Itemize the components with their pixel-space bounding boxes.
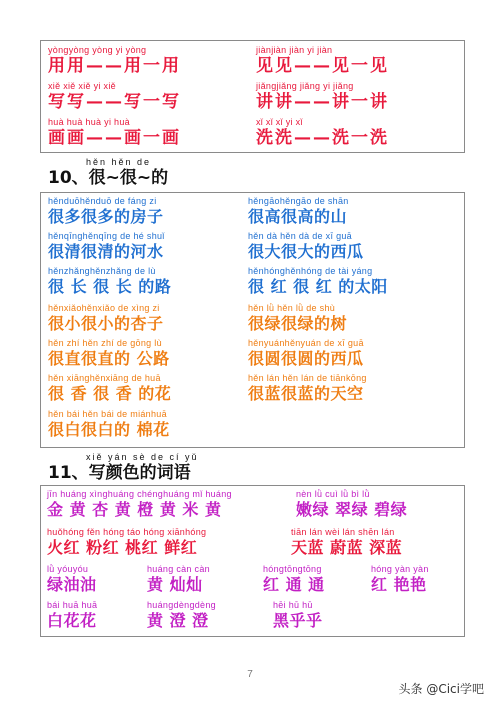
hanzi-phrase: 绿油油 xyxy=(47,575,97,594)
list-item xyxy=(48,45,181,76)
hanzi-phrase: 写写——写一写 xyxy=(48,92,181,112)
pinyin-label: hěngāohěngāo de shān xyxy=(248,196,349,206)
list-item xyxy=(256,81,389,112)
list-item xyxy=(47,489,232,520)
hanzi-phrase: 黑乎乎 xyxy=(273,611,323,630)
hanzi-phrase: 很 长 很 长 的路 xyxy=(48,277,172,296)
hanzi-phrase: 很 红 很 红 的太阳 xyxy=(248,277,388,296)
section-heading-10 xyxy=(48,157,168,188)
hanzi-phrase: 很高很高的山 xyxy=(248,207,348,226)
hanzi-phrase: 很清很清的河水 xyxy=(48,242,164,261)
hanzi-phrase: 很直很直的 公路 xyxy=(48,349,170,368)
list-item xyxy=(48,117,181,148)
list-item xyxy=(48,303,164,334)
phrase-box-repeat xyxy=(40,40,465,153)
list-item xyxy=(371,564,429,595)
hanzi-phrase: 画画——画一画 xyxy=(48,128,181,148)
hanzi-phrase: 很绿很绿的树 xyxy=(248,314,348,333)
list-item xyxy=(48,409,170,440)
pinyin-label: hěnxiǎohěnxiǎo de xìng zi xyxy=(48,303,160,313)
hanzi-phrase: 洗洗——洗一洗 xyxy=(256,128,389,148)
heading-text: 11、写颜色的词语 xyxy=(48,463,191,483)
list-item xyxy=(248,231,364,262)
pinyin-label: jīn huáng xìnghuáng chénghuáng mǐ huáng xyxy=(47,489,232,499)
pinyin-label: hěnduōhěnduō de fáng zi xyxy=(48,196,157,206)
hanzi-phrase: 讲讲——讲一讲 xyxy=(256,92,389,112)
hanzi-phrase: 很大很大的西瓜 xyxy=(248,242,364,261)
hanzi-phrase: 嫩绿 翠绿 碧绿 xyxy=(296,500,408,519)
section-heading-11 xyxy=(48,452,199,483)
hanzi-phrase: 很白很白的 棉花 xyxy=(48,420,170,439)
hanzi-phrase: 金 黄 杏 黄 橙 黄 米 黄 xyxy=(47,500,222,519)
hanzi-phrase: 用用——用一用 xyxy=(48,56,181,76)
hanzi-phrase: 天蓝 蔚蓝 深蓝 xyxy=(291,538,403,557)
pinyin-label: nèn lǜ cuì lǜ bì lǜ xyxy=(296,489,370,499)
list-item xyxy=(48,338,170,369)
page-number: 7 xyxy=(247,669,253,680)
pinyin-label: xiě xiě xiě yi xiě xyxy=(48,81,116,91)
list-item xyxy=(273,600,323,631)
hanzi-phrase: 很圆很圆的西瓜 xyxy=(248,349,364,368)
list-item xyxy=(248,196,349,227)
list-item xyxy=(248,373,367,404)
list-item xyxy=(48,266,171,297)
list-item xyxy=(263,564,325,595)
hanzi-phrase: 火红 粉红 桃红 鲜红 xyxy=(47,538,198,557)
list-item xyxy=(296,489,407,520)
pinyin-label: hěnqīnghěnqīng de hé shuǐ xyxy=(48,231,165,241)
pinyin-label: jiǎngjiǎng jiǎng yi jiǎng xyxy=(256,81,354,91)
pinyin-label: hěnzhǎnghěnzhǎng de lù xyxy=(48,266,156,276)
list-item xyxy=(248,266,388,297)
pinyin-label: jiànjiàn jiàn yi jiàn xyxy=(256,45,333,55)
list-item xyxy=(48,196,164,227)
pinyin-label: hěn lǜ hěn lǜ de shù xyxy=(248,303,336,313)
pinyin-label: bái huā huā xyxy=(47,600,98,610)
hanzi-phrase: 红 通 通 xyxy=(263,575,325,594)
phrase-box-hen xyxy=(40,192,465,448)
heading-pinyin: hěn hěn de xyxy=(86,157,152,167)
list-item xyxy=(47,527,206,558)
pinyin-label: huáng càn càn xyxy=(147,564,210,574)
list-item xyxy=(147,600,216,631)
hanzi-phrase: 见见——见一见 xyxy=(256,56,389,76)
hanzi-phrase: 很小很小的杏子 xyxy=(48,314,164,333)
list-item xyxy=(147,564,210,595)
pinyin-label: huǒhóng fěn hóng táo hóng xiānhóng xyxy=(47,527,207,537)
pinyin-label: xǐ xǐ xǐ yi xǐ xyxy=(256,117,303,127)
list-item xyxy=(48,231,165,262)
list-item xyxy=(256,45,389,76)
list-item xyxy=(248,303,347,334)
pinyin-label: huángdèngdèng xyxy=(147,600,216,610)
pinyin-label: hěn dà hěn dà de xī guā xyxy=(248,231,352,241)
hanzi-phrase: 白花花 xyxy=(47,611,97,630)
hanzi-phrase: 黄 灿灿 xyxy=(147,575,203,594)
watermark: 头条 @Cici学吧 xyxy=(398,682,484,696)
pinyin-label: tiān lán wèi lán shēn lán xyxy=(291,527,395,537)
list-item xyxy=(47,600,97,631)
pinyin-label: hěn zhí hěn zhí de gōng lù xyxy=(48,338,162,348)
hanzi-phrase: 很 香 很 香 的花 xyxy=(48,384,172,403)
pinyin-label: hěn xiānghěnxiāng de huā xyxy=(48,373,161,383)
pinyin-label: yòngyòng yòng yi yòng xyxy=(48,45,147,55)
list-item xyxy=(48,373,171,404)
pinyin-label: hóng yàn yàn xyxy=(371,564,429,574)
pinyin-label: hóngtōngtōng xyxy=(263,564,322,574)
pinyin-label: hěnhónghěnhóng de tài yáng xyxy=(248,266,373,276)
pinyin-label: hěnyuánhěnyuán de xī guā xyxy=(248,338,364,348)
pinyin-label: huà huà huà yi huà xyxy=(48,117,130,127)
phrase-box-colors xyxy=(40,485,465,637)
heading-text: 10、很~很~的 xyxy=(48,168,169,188)
list-item xyxy=(256,117,389,148)
pinyin-label: hěn lán hěn lán de tiānkōng xyxy=(248,373,367,383)
hanzi-phrase: 红 艳艳 xyxy=(371,575,427,594)
hanzi-phrase: 黄 澄 澄 xyxy=(147,611,209,630)
hanzi-phrase: 很多很多的房子 xyxy=(48,207,164,226)
list-item xyxy=(48,81,181,112)
pinyin-label: hēi hū hū xyxy=(273,600,313,610)
list-item xyxy=(291,527,402,558)
hanzi-phrase: 很蓝很蓝的天空 xyxy=(248,384,364,403)
pinyin-label: lǜ yóuyóu xyxy=(47,564,89,574)
list-item xyxy=(47,564,97,595)
pinyin-label: hěn bái hěn bái de miánhuā xyxy=(48,409,167,419)
list-item xyxy=(248,338,364,369)
heading-pinyin: xiě yán sè de cí yǔ xyxy=(86,452,199,462)
